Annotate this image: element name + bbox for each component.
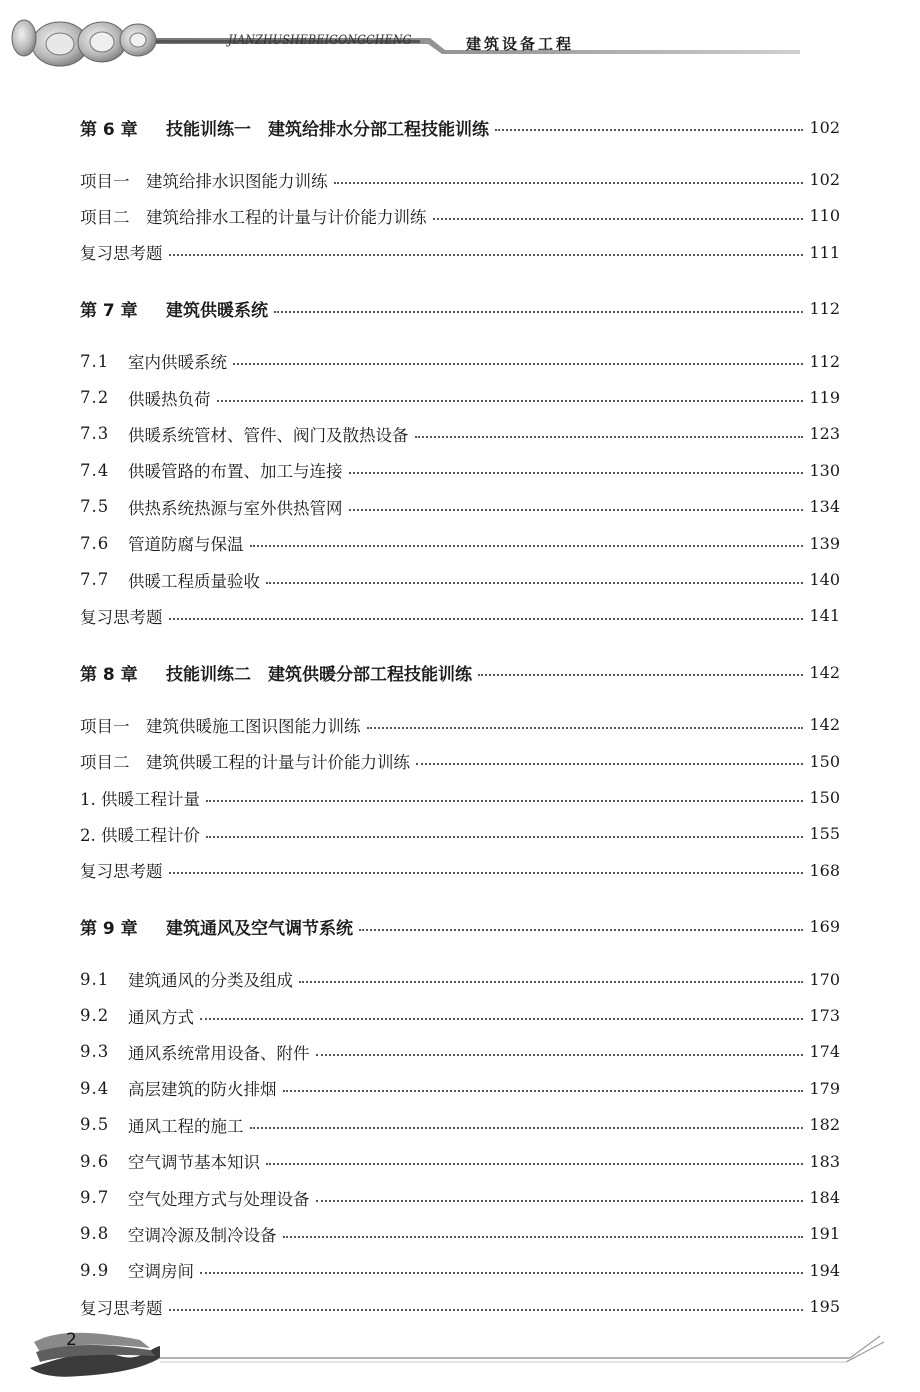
toc-entry-title: 项目一 建筑供暖施工图识图能力训练	[80, 716, 361, 736]
toc-entry-title: 高层建筑的防火排烟	[128, 1080, 277, 1100]
toc-entry-title: 通风方式	[128, 1007, 194, 1027]
toc-page-number: 182	[809, 1115, 840, 1135]
dot-leader	[367, 727, 804, 729]
toc-entry-number: 9.3	[80, 1042, 110, 1062]
toc-entry-number: 第 9 章	[80, 919, 138, 940]
toc-page-number: 150	[809, 788, 840, 807]
toc-page-number: 140	[809, 570, 840, 589]
toc-entry-title: 空调冷源及制冷设备	[128, 1225, 277, 1245]
toc-page-number: 179	[809, 1078, 840, 1098]
toc-page-number: 130	[809, 460, 840, 480]
toc-entry-title: 2. 供暖工程计价	[80, 825, 200, 845]
toc-page-number: 102	[809, 170, 840, 189]
toc-entry-number: 9.8	[80, 1224, 110, 1244]
dot-leader	[233, 363, 803, 365]
toc-entry-row[interactable]	[80, 819, 840, 849]
toc-entry-title: 供暖系统管材、管件、阀门及散热设备	[128, 425, 409, 445]
toc-page-number: 111	[809, 242, 840, 262]
toc-entry-title: 项目一 建筑给排水识图能力训练	[80, 171, 328, 191]
toc-entry-row[interactable]	[80, 783, 840, 813]
toc-entry-number: 9.7	[80, 1188, 110, 1207]
dot-leader	[200, 1018, 803, 1020]
toc-entry-title: 空气处理方式与处理设备	[128, 1189, 310, 1209]
toc-entry-row[interactable]	[80, 1219, 840, 1249]
toc-chapter-row[interactable]	[80, 294, 840, 324]
toc-page-number: 112	[809, 351, 840, 371]
toc-entry-row[interactable]	[80, 1037, 840, 1067]
toc-entry-number: 第 6 章	[80, 119, 138, 140]
toc-page-number: 168	[809, 860, 840, 880]
toc-entry-number: 7.6	[80, 533, 110, 553]
dot-leader	[359, 929, 803, 931]
toc-page-number: 194	[809, 1260, 840, 1280]
toc-entry-row[interactable]	[80, 528, 840, 558]
dot-leader	[169, 254, 804, 256]
toc-entry-title: 复习思考题	[80, 862, 163, 882]
dot-leader	[316, 1054, 804, 1056]
toc-entry-number: 第 7 章	[80, 301, 138, 322]
toc-entry-row[interactable]	[80, 1073, 840, 1103]
toc-entry-number: 9.4	[80, 1078, 110, 1098]
toc-entry-row[interactable]	[80, 201, 840, 231]
page-footer	[0, 1318, 920, 1392]
toc-entry-number: 7.2	[80, 388, 110, 407]
dot-leader	[349, 472, 804, 474]
toc-page-number: 119	[809, 388, 840, 407]
dot-leader	[250, 1127, 804, 1129]
toc-page-number: 184	[809, 1188, 840, 1207]
dot-leader	[334, 182, 804, 184]
toc-entry-title: 通风工程的施工	[128, 1116, 244, 1136]
toc-entry-number: 9.6	[80, 1151, 110, 1171]
toc-entry-title: 通风系统常用设备、附件	[128, 1043, 310, 1063]
toc-entry-number: 7.3	[80, 424, 110, 444]
toc-chapter-row[interactable]	[80, 912, 840, 942]
dot-leader	[169, 872, 804, 874]
toc-page-number: 141	[809, 606, 840, 626]
dot-leader	[250, 545, 804, 547]
toc-entry-title: 技能训练一 建筑给排水分部工程技能训练	[166, 119, 489, 140]
toc-entry-row[interactable]	[80, 964, 840, 994]
toc-chapter-row[interactable]	[80, 112, 840, 142]
toc-entry-number: 第 8 章	[80, 664, 138, 685]
toc-entry-row[interactable]	[80, 1001, 840, 1031]
dot-leader	[200, 1272, 803, 1274]
toc-entry-title: 空气调节基本知识	[128, 1153, 260, 1173]
dot-leader	[416, 763, 803, 765]
toc-entry-row[interactable]	[80, 1110, 840, 1140]
toc-entry-row[interactable]	[80, 455, 840, 485]
toc-page-number: 169	[809, 917, 840, 937]
toc-entry-title: 室内供暖系统	[128, 353, 227, 373]
dot-leader	[415, 436, 804, 438]
page-number: 2	[66, 1330, 77, 1350]
dot-leader	[206, 836, 803, 838]
toc-page-number: 174	[809, 1042, 840, 1062]
toc-entry-number: 9.5	[80, 1115, 110, 1135]
dot-leader	[349, 509, 804, 511]
toc-entry-row[interactable]	[80, 710, 840, 740]
toc-entry-row[interactable]	[80, 237, 840, 267]
dot-leader	[283, 1090, 804, 1092]
dot-leader	[283, 1236, 804, 1238]
header-pinyin: JIANZHUSHEBEIGONGCHENG	[228, 33, 412, 48]
toc-entry-title: 供暖热负荷	[128, 389, 211, 409]
dot-leader	[169, 1309, 804, 1311]
dot-leader	[478, 674, 803, 676]
toc-page-number: 155	[809, 824, 840, 844]
toc-entry-title: 建筑通风的分类及组成	[128, 971, 293, 991]
toc-entry-title: 供热系统热源与室外供热管网	[128, 498, 343, 518]
toc-entry-title: 项目二 建筑供暖工程的计量与计价能力训练	[80, 753, 410, 773]
toc-entry-row[interactable]	[80, 383, 840, 413]
toc-page-number: 191	[809, 1224, 840, 1244]
toc-page-number: 139	[809, 533, 840, 553]
toc-page-number: 123	[809, 424, 840, 444]
toc-entry-number: 7.1	[80, 351, 110, 371]
toc-entry-number: 9.9	[80, 1260, 110, 1280]
toc-entry-title: 1. 供暖工程计量	[80, 789, 200, 809]
toc-entry-row[interactable]	[80, 492, 840, 522]
toc-entry-row[interactable]	[80, 346, 840, 376]
toc-entry-row[interactable]	[80, 746, 840, 776]
toc-page-number: 142	[809, 715, 840, 735]
toc-page-number: 134	[809, 497, 840, 517]
toc-entry-title: 建筑通风及空气调节系统	[166, 919, 353, 940]
toc-entry-title: 复习思考题	[80, 607, 163, 627]
dot-leader	[266, 1163, 803, 1165]
dot-leader	[206, 800, 803, 802]
wave-decoration-icon	[0, 1318, 920, 1392]
pipe-fittings-icon	[0, 0, 920, 80]
toc-entry-row[interactable]	[80, 565, 840, 595]
toc-page-number: 112	[809, 299, 840, 319]
toc-entry-title: 复习思考题	[80, 244, 163, 264]
dot-leader	[274, 311, 803, 313]
toc-entry-row[interactable]	[80, 855, 840, 885]
toc-entry-row[interactable]	[80, 1255, 840, 1285]
toc-entry-title: 空调房间	[128, 1262, 194, 1282]
toc-entry-title: 项目二 建筑给排水工程的计量与计价能力训练	[80, 207, 427, 227]
page-header	[0, 0, 920, 80]
dot-leader	[316, 1200, 804, 1202]
toc-entry-number: 9.2	[80, 1006, 110, 1025]
toc-entry-title: 供暖管路的布置、加工与连接	[128, 462, 343, 482]
dot-leader	[217, 400, 804, 402]
toc-chapter-row[interactable]	[80, 657, 840, 687]
dot-leader	[433, 218, 804, 220]
toc-page-number: 173	[809, 1006, 840, 1025]
toc-entry-title: 复习思考题	[80, 1298, 163, 1318]
toc-page-number: 195	[809, 1297, 840, 1317]
toc-entry-row[interactable]	[80, 1146, 840, 1176]
toc-entry-row[interactable]	[80, 601, 840, 631]
toc-page-number: 142	[809, 662, 840, 682]
toc-page-number: 110	[809, 206, 840, 226]
toc-entry-title: 建筑供暖系统	[166, 301, 268, 322]
dot-leader	[299, 981, 803, 983]
toc-entry-number: 7.4	[80, 460, 110, 480]
toc-entry-row[interactable]	[80, 165, 840, 195]
toc-entry-row[interactable]	[80, 419, 840, 449]
toc-page-number: 102	[809, 117, 840, 137]
toc-entry-number: 9.1	[80, 969, 110, 989]
toc-entry-number: 7.5	[80, 497, 110, 517]
dot-leader	[169, 618, 804, 620]
header-book-title: 建筑设备工程	[466, 35, 575, 53]
toc-entry-row[interactable]	[80, 1183, 840, 1213]
toc-entry-title: 管道防腐与保温	[128, 535, 244, 555]
dot-leader	[266, 582, 803, 584]
toc-page-number: 150	[809, 751, 840, 771]
dot-leader	[495, 129, 803, 131]
toc-page-number: 170	[809, 969, 840, 989]
toc-entry-title: 供暖工程质量验收	[128, 571, 260, 591]
toc-entry-title: 技能训练二 建筑供暖分部工程技能训练	[166, 664, 472, 685]
toc-entry-number: 7.7	[80, 570, 110, 589]
toc-page-number: 183	[809, 1151, 840, 1171]
